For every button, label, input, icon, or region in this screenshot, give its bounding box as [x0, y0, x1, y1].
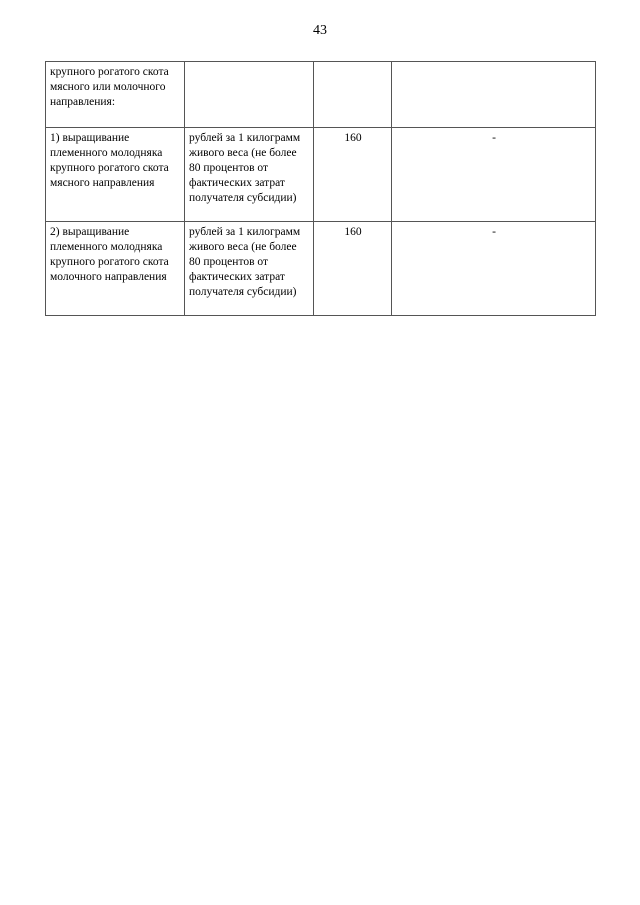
- table-cell-category: крупного рогатого скота мясного или молочного направления:: [46, 62, 185, 128]
- table-cell-unit: рублей за 1 килограмм живого веса (не более 80 процентов от фактических затрат получателя субсидии): [185, 128, 314, 222]
- table-cell-extra: [392, 62, 596, 128]
- table-row: [46, 222, 596, 316]
- table-cell-rate: [314, 62, 392, 128]
- table-row: [46, 62, 596, 128]
- table-cell-unit: рублей за 1 килограмм живого веса (не более 80 процентов от фактических затрат получателя субсидии): [185, 222, 314, 316]
- page-number: 43: [313, 23, 327, 38]
- table-cell-rate: 160: [314, 128, 392, 222]
- table-row: [46, 128, 596, 222]
- table-cell-category: 1) выращивание племенного молодняка крупного рогатого скота мясного направления: [46, 128, 185, 222]
- table-cell-category: 2) выращивание племенного молодняка крупного рогатого скота молочного направления: [46, 222, 185, 316]
- table-cell-extra: -: [392, 222, 596, 316]
- subsidy-rates-table: [45, 61, 596, 316]
- table-cell-rate: 160: [314, 222, 392, 316]
- table-cell-extra: -: [392, 128, 596, 222]
- table-cell-unit: [185, 62, 314, 128]
